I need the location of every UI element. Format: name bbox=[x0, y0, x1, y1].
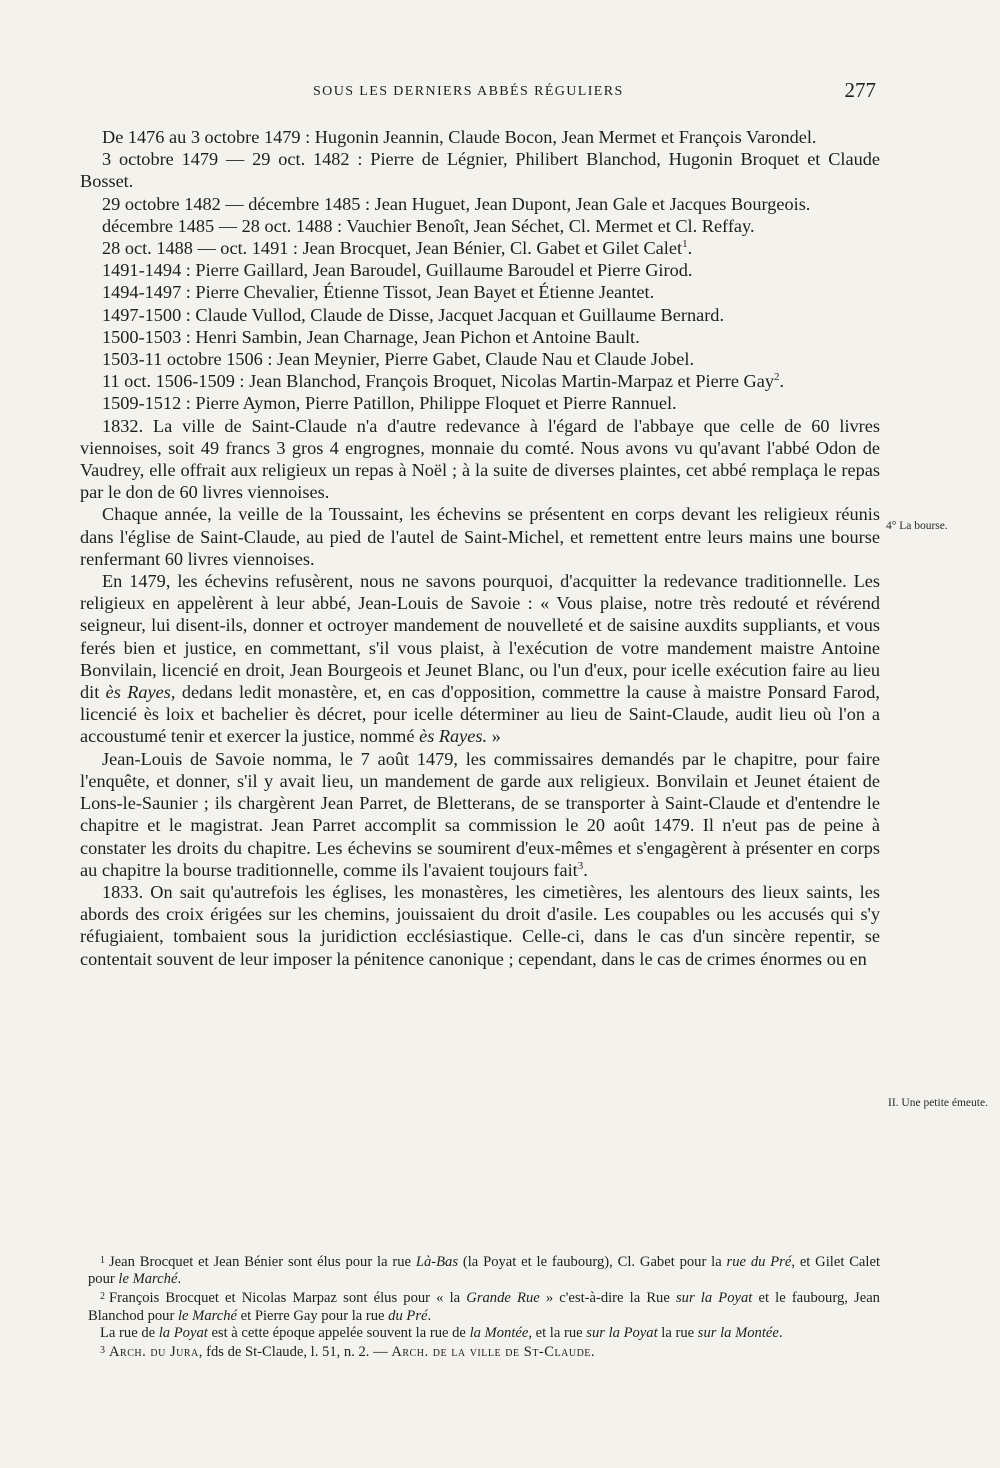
footnote-text: et le faubourg, Jean Blanchod pour bbox=[88, 1290, 880, 1324]
footnote-text: . bbox=[778, 1324, 783, 1341]
footnote-italic: Grande Rue bbox=[466, 1290, 540, 1307]
paragraph-text: Jean-Louis de Savoie nomma, le 7 août 1479, les commissaires demandés par le chapitre, pour faire l'enquête, et donner, s'il y avait lieu, un mandement de garde aux religieux. Bonvilain et Jeunet étaient de Lons-le-Saunier ; ils chargèrent Jean Parret, de Bletterans, de se transporter à Saint-Claude et d'entendre le chapitre et le magistrat. Jean Parret accomplit sa commission le 20 août 1479. Il n'eut pas de peine à constater les droits du chapitre. Les échevins se soumirent d'eux-mêmes et s'engagèrent à présenter en corps au chapitre la bourse traditionnelle, comme ils l'avaient toujours fait bbox=[80, 748, 880, 880]
running-head: SOUS LES DERNIERS ABBÉS RÉGULIERS bbox=[313, 84, 624, 99]
footnotes bbox=[88, 1252, 880, 1361]
footnote-text: est à cette époque appelée souvent la rue de bbox=[207, 1324, 470, 1341]
footnote-italic: la Poyat bbox=[158, 1324, 208, 1341]
footnote-number: 2 bbox=[100, 1291, 105, 1303]
footnote-italic: sur la Montée bbox=[697, 1324, 779, 1341]
footnote-1 bbox=[88, 1252, 880, 1288]
paragraph: 1500-1503 : Henri Sambin, Jean Charnage, Jean Pichon et Antoine Bault. bbox=[102, 326, 640, 347]
paragraph: 28 oct. 1488 — oct. 1491 : Jean Brocquet, Jean Bénier, Cl. Gabet et Gilet Calet$^1$. bbox=[102, 237, 693, 259]
paragraph: 1497-1500 : Claude Vullod, Claude de Disse, Jacquet Jacquan et Guillaume Bernard. bbox=[102, 304, 725, 325]
footnote-text: (la Poyat et le faubourg), Cl. Gabet pour la bbox=[458, 1254, 727, 1270]
footnote-text: . bbox=[427, 1307, 432, 1324]
footnote-text: . bbox=[177, 1271, 182, 1288]
archive-name: Arch. de la ville de St-Claude bbox=[391, 1344, 591, 1361]
paragraph: décembre 1485 — 28 oct. 1488 : Vauchier Benoît, Jean Séchet, Cl. Mermet et Cl. Reffay. bbox=[102, 215, 755, 236]
footnote-3 bbox=[88, 1342, 880, 1361]
footnote-italic: le Marché bbox=[118, 1271, 178, 1288]
paragraph-quote bbox=[80, 570, 880, 748]
paragraph: 1503-11 octobre 1506 : Jean Meynier, Pierre Gabet, Claude Nau et Claude Jobel. bbox=[102, 349, 695, 370]
footnote-italic: sur la Poyat bbox=[586, 1324, 658, 1341]
page-number: 277 bbox=[844, 78, 876, 102]
paragraph-text: 28 oct. 1488 — oct. 1491 : Jean Brocquet, Jean Bénier, Cl. Gabet et Gilet Calet bbox=[102, 238, 683, 259]
footnote-number: 1 bbox=[100, 1255, 105, 1266]
footnote-italic: le Marché bbox=[177, 1307, 238, 1324]
footnote-text: La rue de bbox=[100, 1324, 159, 1341]
footnote-italic: sur la Poyat bbox=[675, 1290, 753, 1307]
footnote-text: Jean Brocquet et Jean Bénier sont élus pour la rue bbox=[109, 1254, 416, 1270]
footnote-number: 3 bbox=[100, 1345, 105, 1357]
place-name: ès Rayes. bbox=[419, 726, 488, 747]
footnote-text: , fds de St-Claude, l. 51, n. 2. — bbox=[198, 1344, 392, 1361]
footnote-italic: Là-Bas bbox=[415, 1254, 459, 1270]
note-ref: 1 bbox=[682, 237, 688, 250]
paragraph-text: En 1479, les échevins refusèrent, nous ne savons pourquoi, d'acquitter la redevance traditionnelle. Les religieux en appelèrent à leur abbé, Jean-Louis de Savoie : « Vous plaise, notre très redouté et révérend seigneur, lui disent-ils, donner et octroyer mandement de nouvelleté et de saisine auxdits suppliants, et vous ferés bien et justice, en commettant, s'il vous plaist, à l'exécution de votre mandement maistre Antoine Bonvilain, licencié en droit, Jean Bourgeois et Jeunet Blanc, ou l'un d'eux, pour icelle exécution faire au lieu dit bbox=[80, 571, 880, 703]
footnote-text: , et la rue bbox=[528, 1324, 587, 1341]
paragraph: Jean-Louis de Savoie nomma, le 7 août 1479, les commissaires demandés par le chapitre, pour faire l'enquête, et donner, s'il y avait lieu, un mandement de garde aux religieux. Bonvilain et Jeunet étaient de Lons-le-Saunier ; ils chargèrent Jean Parret, de Bletterans, de se transporter à Saint-Claude et d'entendre le chapitre et le magistrat. Jean Parret accomplit sa commission le 20 août 1479. Il n'eut pas de peine à constater les droits du chapitre. Les échevins se soumirent d'eux-mêmes et s'engagèrent à présenter en corps au chapitre la bourse traditionnelle, comme ils l'avaient toujours fait$^3$. bbox=[80, 748, 880, 880]
main-text bbox=[80, 126, 880, 970]
archive-name: Arch. du Jura bbox=[109, 1344, 199, 1361]
paragraph-1832: 1832. La ville de Saint-Claude n'a d'autre redevance à l'égard de l'abbaye que celle de 60 livres viennoises, soit 49 francs 3 gros 4 engrognes, monnaie du comté. Nous avons vu qu'avant l'abbé Odon de Vaudrey, elle offrait aux religieux un repas à Noël ; à la suite de diverses plaintes, cet abbé remplaça le repas par le don de 60 livres viennoises. bbox=[80, 415, 880, 503]
footnote-text: et Pierre Gay pour la rue bbox=[237, 1307, 389, 1324]
paragraph: Chaque année, la veille de la Toussaint, les échevins se présentent en corps devant les religieux réunis dans l'église de Saint-Claude, au pied de l'autel de Saint-Michel, et remettent entre leurs mains une bourse renfermant 60 livres viennoises. bbox=[80, 504, 880, 569]
footnote-2 bbox=[88, 1288, 880, 1324]
footnote-text: , et Gilet Calet pour bbox=[88, 1254, 880, 1288]
place-name: ès Rayes, bbox=[105, 682, 176, 703]
paragraph: 1494-1497 : Pierre Chevalier, Étienne Tissot, Jean Bayet et Étienne Jeantet. bbox=[102, 282, 655, 303]
quote-close: » bbox=[487, 726, 501, 747]
paragraph: 11 oct. 1506-1509 : Jean Blanchod, François Broquet, Nicolas Martin-Marpaz et Pierre Gay$^2$. bbox=[102, 371, 785, 392]
paragraph: 3 octobre 1479 — 29 oct. 1482 : Pierre de Légnier, Philibert Blanchod, Hugonin Broquet et Claude Bosset. bbox=[80, 149, 880, 192]
footnote-italic: rue du Pré bbox=[726, 1254, 792, 1270]
margin-note: II. Une petite émeute. bbox=[888, 1097, 988, 1109]
paragraph: 1491-1494 : Pierre Gaillard, Jean Baroudel, Guillaume Baroudel et Pierre Girod. bbox=[102, 260, 693, 281]
note-ref: 2 bbox=[774, 371, 780, 384]
footnote-text: François Brocquet et Nicolas Marpaz sont élus pour « la bbox=[109, 1290, 467, 1307]
footnote-2-continued bbox=[88, 1325, 880, 1342]
paragraph: 1509-1512 : Pierre Aymon, Pierre Patillon, Philippe Floquet et Pierre Rannuel. bbox=[102, 393, 677, 414]
paragraph-text: dedans ledit monastère, et, en cas d'opposition, commettre la cause à maistre Ponsard Farod, licencié ès loix et bachelier ès décret, pour icelle déterminer au lieu de Saint-Claude, audit lieu où l'on a accoustumé tenir et exercer la justice, nommé bbox=[80, 682, 880, 747]
footnote-text: » c'est-à-dire la Rue bbox=[539, 1290, 676, 1307]
margin-note: 4° La bourse. bbox=[886, 520, 948, 532]
note-ref: 3 bbox=[577, 859, 584, 872]
footnote-text: la rue bbox=[657, 1324, 698, 1341]
page-header bbox=[80, 78, 880, 108]
paragraph: 29 octobre 1482 — décembre 1485 : Jean Huguet, Jean Dupont, Jean Gale et Jacques Bourgeois. bbox=[102, 193, 811, 214]
paragraph: De 1476 au 3 octobre 1479 : Hugonin Jeannin, Claude Bocon, Jean Mermet et François Varondel. bbox=[102, 127, 817, 147]
footnote-italic: la Montée bbox=[469, 1324, 529, 1341]
paragraph-text: 11 oct. 1506-1509 : Jean Blanchod, François Broquet, Nicolas Martin-Marpaz et Pierre Gay bbox=[102, 371, 774, 392]
paragraph-1833: 1833. On sait qu'autrefois les églises, les monastères, les cimetières, les alentours des lieux saints, les abords des croix érigées sur les chemins, jouissaient du droit d'asile. Les coupables ou les accusés qui s'y réfugiaient, tombaient sous la juridiction ecclésiastique. Celle-ci, dans le cas d'un sincère repentir, se contentait souvent de leur imposer la pénitence canonique ; cependant, dans le cas de crimes énormes ou en bbox=[80, 881, 880, 969]
footnote-italic: du Pré bbox=[388, 1307, 428, 1324]
footnote-text: . bbox=[590, 1344, 595, 1361]
